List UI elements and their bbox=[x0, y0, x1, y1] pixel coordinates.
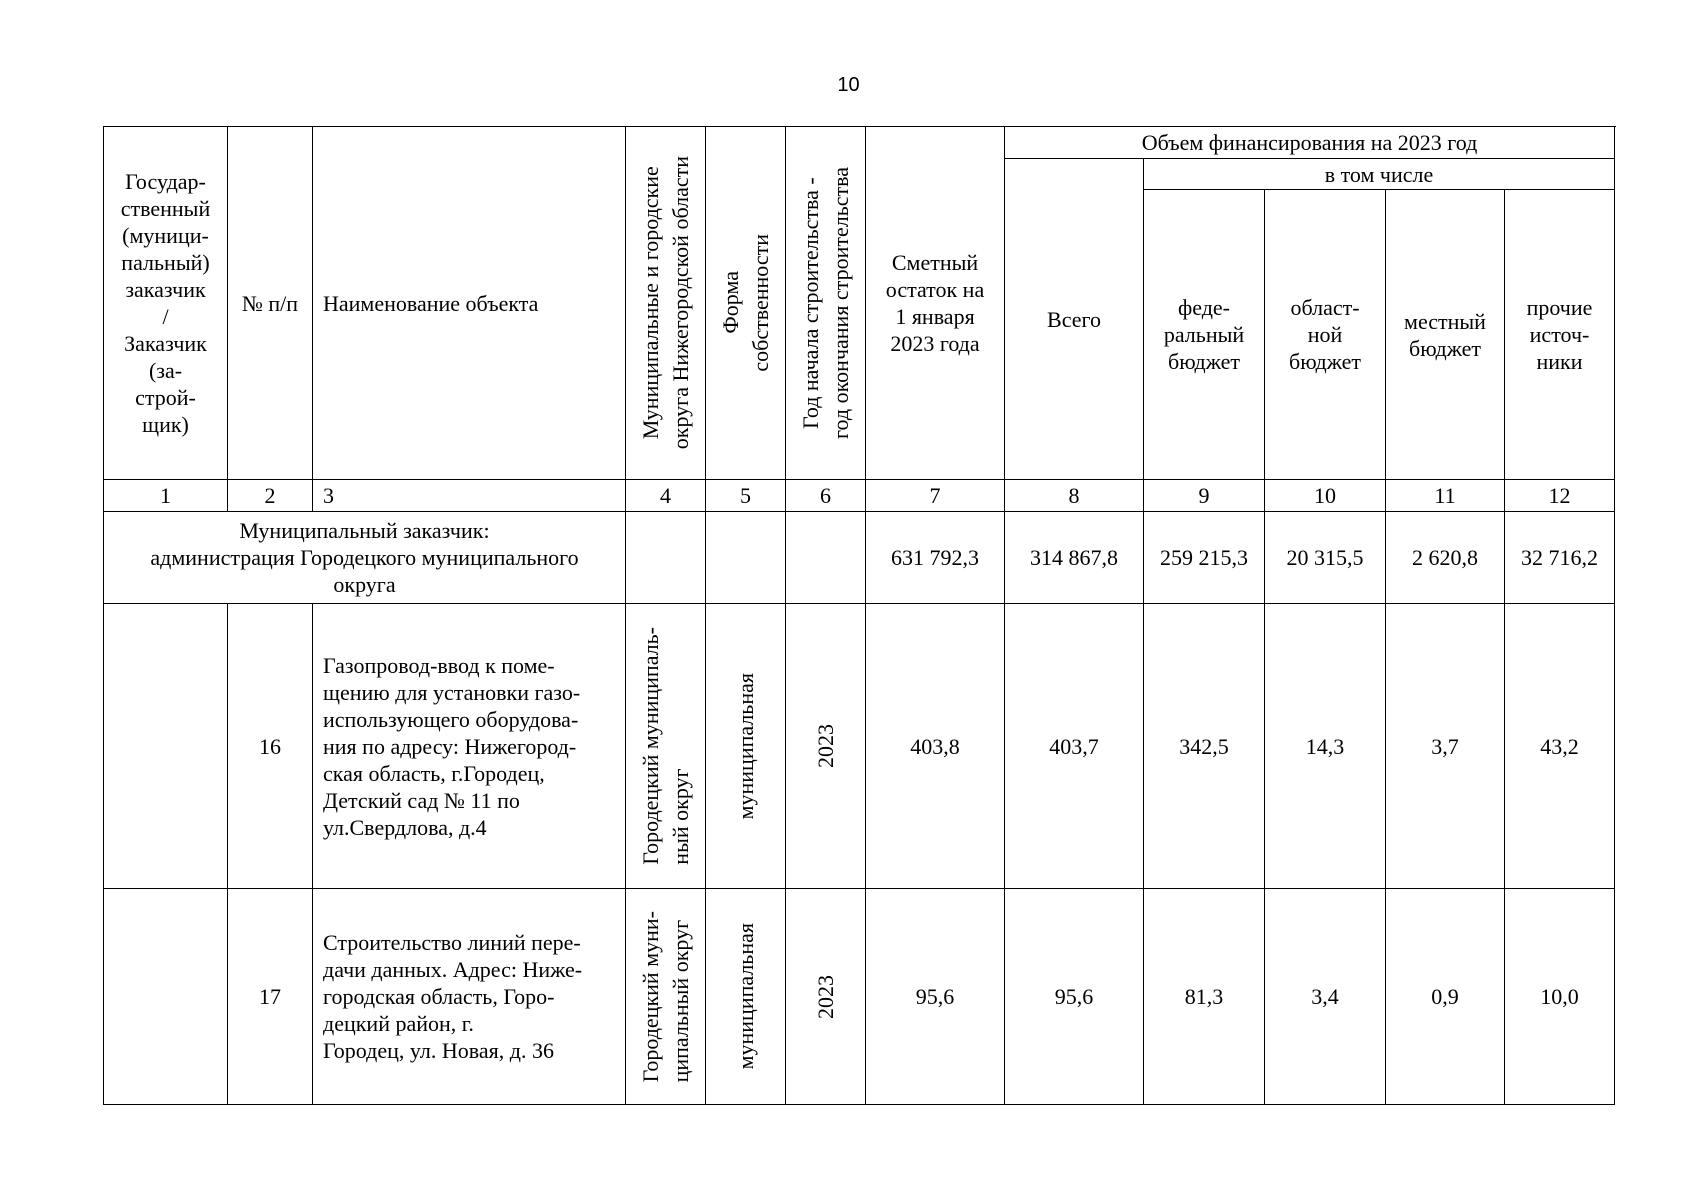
summary-customer-label: Муниципальный заказчик: администрация Городецкого муниципального округа bbox=[104, 512, 626, 604]
table-row bbox=[104, 889, 1615, 1105]
row-ownership bbox=[706, 889, 786, 1105]
column-number: 1 bbox=[104, 480, 228, 512]
row-num: 17 bbox=[228, 889, 313, 1105]
row-years-text: 2023 bbox=[812, 974, 838, 1019]
summary-row bbox=[104, 512, 1615, 604]
column-number: 12 bbox=[1505, 480, 1615, 512]
row-municipal-district-text: Городецкий муни- ципальный округ bbox=[637, 910, 693, 1083]
header-num: № п/п bbox=[228, 127, 313, 480]
row-municipal-district bbox=[626, 604, 706, 889]
row-ownership-text: муниципальная bbox=[732, 923, 758, 1070]
column-number: 7 bbox=[866, 480, 1005, 512]
row-total: 95,6 bbox=[1005, 889, 1144, 1105]
column-number: 9 bbox=[1144, 480, 1265, 512]
header-regional-budget: област- ной бюджет bbox=[1265, 190, 1386, 480]
header-local-budget: местный бюджет bbox=[1386, 190, 1505, 480]
row-local: 0,9 bbox=[1386, 889, 1505, 1105]
row-years-text: 2023 bbox=[812, 724, 838, 768]
row-regional: 14,3 bbox=[1265, 604, 1386, 889]
header-customer: Государ- ственный (муници- пальный) заказчик / Заказчик (за- строй- щик) bbox=[104, 127, 228, 480]
header-financing: Объем финансирования на 2023 год bbox=[1005, 127, 1615, 159]
column-number: 2 bbox=[228, 480, 313, 512]
row-object-name: Газопровод-ввод к поме- щению для установки газо- использующего оборудова- ния по адресу: Нижегород- ская область, г.Городец, Детский сад № 11 по ул.Свердлова, д.4 bbox=[313, 604, 626, 889]
column-number: 8 bbox=[1005, 480, 1144, 512]
row-object-name: Строительство линий пере- дачи данных. Адрес: Ниже- городская область, Горо- децкий район, г. Городец, ул. Новая, д. 36 bbox=[313, 889, 626, 1105]
row-other: 10,0 bbox=[1505, 889, 1615, 1105]
row-total: 403,7 bbox=[1005, 604, 1144, 889]
column-number: 5 bbox=[706, 480, 786, 512]
row-ownership-text: муниципальная bbox=[732, 672, 758, 820]
row-federal: 81,3 bbox=[1144, 889, 1265, 1105]
row-other: 43,2 bbox=[1505, 604, 1615, 889]
column-number: 3 bbox=[313, 480, 626, 512]
row-balance: 95,6 bbox=[866, 889, 1005, 1105]
header-ownership bbox=[706, 127, 786, 480]
row-years bbox=[786, 889, 866, 1105]
column-number: 10 bbox=[1265, 480, 1386, 512]
row-federal: 342,5 bbox=[1144, 604, 1265, 889]
summary-other: 32 716,2 bbox=[1505, 512, 1615, 604]
summary-federal: 259 215,3 bbox=[1144, 512, 1265, 604]
row-num: 16 bbox=[228, 604, 313, 889]
row-regional: 3,4 bbox=[1265, 889, 1386, 1105]
header-total: Всего bbox=[1005, 159, 1144, 480]
financing-table bbox=[103, 126, 1615, 1105]
table-row bbox=[104, 604, 1615, 889]
summary-regional: 20 315,5 bbox=[1265, 512, 1386, 604]
summary-balance: 631 792,3 bbox=[866, 512, 1005, 604]
header-construction-years-text: Год начала строительства - год окончания строительства bbox=[797, 167, 853, 439]
column-number: 4 bbox=[626, 480, 706, 512]
row-municipal-district-text: Городецкий муниципаль- ный округ bbox=[637, 627, 693, 865]
row-local: 3,7 bbox=[1386, 604, 1505, 889]
header-ownership-text: Форма собственности bbox=[717, 234, 773, 372]
column-numbers-row bbox=[104, 480, 1615, 512]
header-construction-years bbox=[786, 127, 866, 480]
header-federal-budget: феде- ральный бюджет bbox=[1144, 190, 1265, 480]
header-municipal-district-text: Муниципальные и городские округа Нижегородской области bbox=[637, 156, 693, 450]
summary-total: 314 867,8 bbox=[1005, 512, 1144, 604]
header-object-name: Наименование объекта bbox=[313, 127, 626, 480]
header-estimated-balance: Сметный остаток на 1 января 2023 года bbox=[866, 127, 1005, 480]
row-years bbox=[786, 604, 866, 889]
row-balance: 403,8 bbox=[866, 604, 1005, 889]
header-municipal-district bbox=[626, 127, 706, 480]
column-number: 11 bbox=[1386, 480, 1505, 512]
page-number: 10 bbox=[837, 74, 860, 96]
header-including: в том числе bbox=[1144, 159, 1615, 190]
summary-local: 2 620,8 bbox=[1386, 512, 1505, 604]
header-other-sources: прочие источ- ники bbox=[1505, 190, 1615, 480]
column-number: 6 bbox=[786, 480, 866, 512]
row-ownership bbox=[706, 604, 786, 889]
row-municipal-district bbox=[626, 889, 706, 1105]
